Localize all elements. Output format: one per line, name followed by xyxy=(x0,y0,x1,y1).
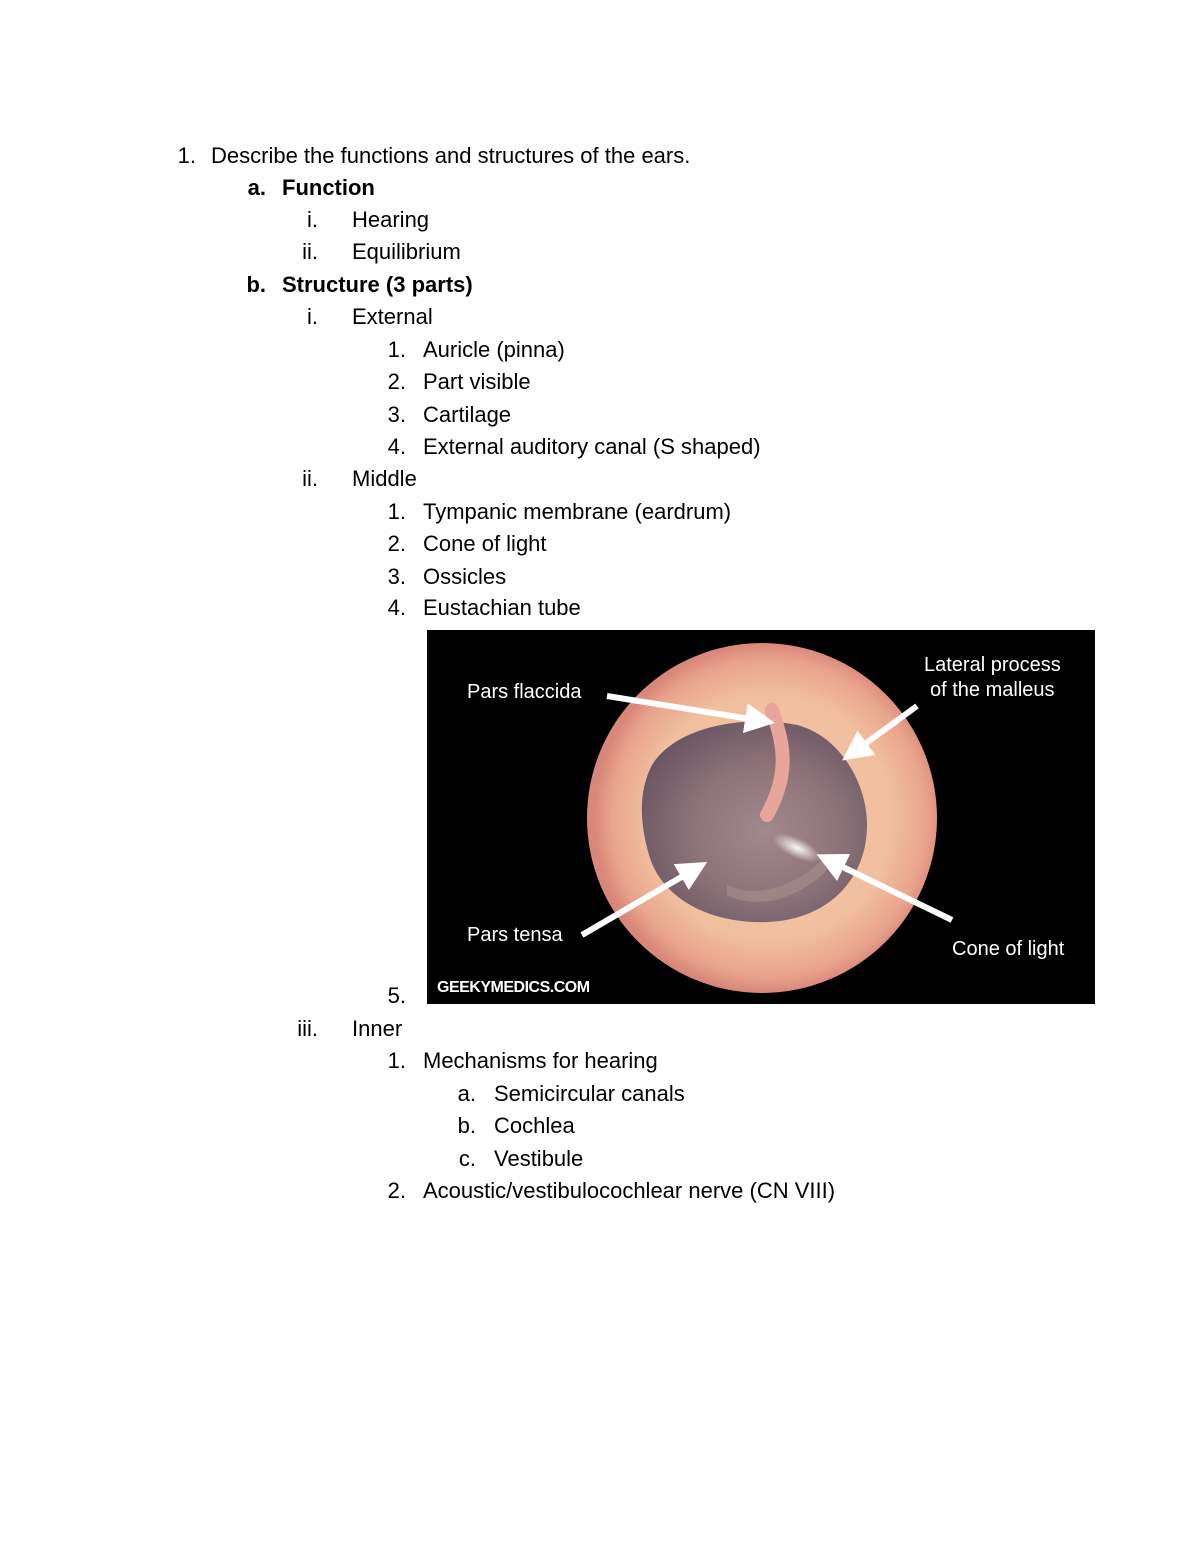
inner-item-mechanisms: Mechanisms for hearing xyxy=(423,1048,658,1073)
inner-item-nerve: Acoustic/vestibulocochlear nerve (CN VIII) xyxy=(423,1178,836,1203)
q1-marker: 1. xyxy=(177,143,196,168)
inner-sub-cochlea: Cochlea xyxy=(494,1113,575,1138)
inner-sub-vestibule: Vestibule xyxy=(494,1146,584,1171)
external-item-canal: External auditory canal (S shaped) xyxy=(423,434,761,459)
inner-sub-semicircular: Semicircular canals xyxy=(494,1081,685,1106)
external-marker: i. xyxy=(307,304,318,329)
external-item-marker: 3. xyxy=(387,402,406,427)
function-item-marker: ii. xyxy=(302,239,318,264)
function-item-hearing: Hearing xyxy=(352,207,430,232)
middle-item-eustachian: Eustachian tube xyxy=(423,595,581,620)
label-pars-tensa: Pars tensa xyxy=(467,924,563,946)
label-lateral-process: Lateral process xyxy=(924,654,1061,676)
function-heading: Function xyxy=(282,175,375,200)
middle-item-marker: 5. xyxy=(387,983,406,1008)
middle-label: Middle xyxy=(352,466,417,491)
label-cone-of-light: Cone of light xyxy=(952,938,1065,960)
function-marker: a. xyxy=(247,175,266,200)
middle-marker: ii. xyxy=(302,466,318,491)
inner-sub-marker: c. xyxy=(458,1146,476,1171)
tympanic-membrane-figure xyxy=(427,630,1095,1004)
middle-item-marker: 1. xyxy=(387,499,406,524)
inner-item-marker: 2. xyxy=(387,1178,406,1203)
otoscope-image xyxy=(427,630,1095,1004)
middle-item-ossicles: Ossicles xyxy=(423,564,507,589)
middle-item-tympanic: Tympanic membrane (eardrum) xyxy=(423,499,732,524)
watermark: GEEKYMEDICS.COM xyxy=(437,979,590,996)
label-lateral-process-2: of the malleus xyxy=(930,679,1055,701)
q1-text: Describe the functions and structures of the ears. xyxy=(211,143,691,168)
inner-label: Inner xyxy=(352,1016,403,1041)
external-item-marker: 1. xyxy=(387,337,406,362)
label-pars-flaccida: Pars flaccida xyxy=(467,681,582,703)
function-item-marker: i. xyxy=(307,207,318,232)
function-item-equilibrium: Equilibrium xyxy=(352,239,461,264)
external-item-marker: 2. xyxy=(387,369,406,394)
middle-item-marker: 4. xyxy=(387,595,406,620)
middle-item-cone: Cone of light xyxy=(423,531,547,556)
external-item-auricle: Auricle (pinna) xyxy=(423,337,565,362)
inner-sub-marker: a. xyxy=(457,1081,476,1106)
middle-item-marker: 2. xyxy=(387,531,406,556)
external-item-part-visible: Part visible xyxy=(423,369,531,394)
structure-marker: b. xyxy=(246,272,266,297)
external-item-cartilage: Cartilage xyxy=(423,402,512,427)
external-label: External xyxy=(352,304,433,329)
middle-item-marker: 3. xyxy=(387,564,406,589)
inner-item-marker: 1. xyxy=(387,1048,406,1073)
inner-sub-marker: b. xyxy=(457,1113,476,1138)
structure-heading: Structure (3 parts) xyxy=(282,272,473,297)
external-item-marker: 4. xyxy=(387,434,406,459)
inner-marker: iii. xyxy=(297,1016,318,1041)
